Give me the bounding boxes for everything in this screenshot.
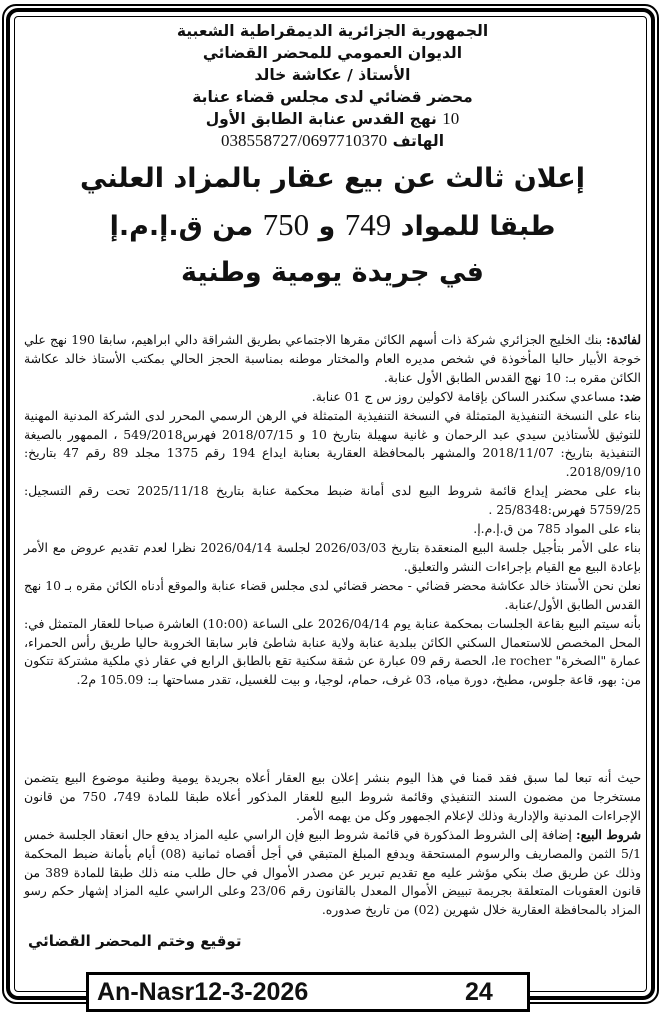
beneficiary-paragraph (24, 331, 641, 388)
footer-page-number: 24 (465, 977, 493, 1006)
headline-article-a: 749 (344, 207, 392, 242)
phone-numbers: 038558727/0697710370 (220, 131, 388, 150)
conditions-paragraph (24, 826, 641, 921)
basis-paragraph-4: بناء على الأمر بتأجيل جلسة البيع المنعقدة بتاريخ 2026/03/03 لجلسة 2026/04/14 نظرا لعدم تقديم عروض مع الأمر بإعادة البيع مع القيام بإجراءات النشر والتعليق. (24, 539, 642, 574)
publication-note-paragraph: حيث أنه تبعا لما سبق فقد قمنا في هذا اليوم بنشر إعلان بيع العقار أعلاه بجريدة يومية وطنية موضوع البيع يتضمن مستخرجا من مضمون السند التنفيذي وقائمة شروط البيع للعقار المذكور أعلاه طبقا للمادة 749، 750 من قانون الإجراءات المدنية والإدارية وذلك لإعلام الجمهور وكل من يهمه الأمر. (24, 770, 641, 823)
beneficiary-text: بنك الخليج الجزائري شركة ذات أسهم الكائن مقرها الاجتماعي بطريق الشراقة دالي ابراهيم، سابقا 190 نهج علي خوجة الأبيار حاليا المأخوذة في شخص مديره العام والمختار موطنه بمناسبة الحجز الحالي بمكتب الأستاذ خالد عكاشة الكائن مقره بـ: 10 نهج القدس الطابق الأول عنابة. (24, 332, 641, 385)
against-text: مساعدي سكندر الساكن بإقامة لاكولين روز س ج 01 عنابة. (311, 388, 616, 404)
header-phone (22, 130, 643, 152)
beneficiary-label: لفائدة: (606, 332, 641, 347)
address-text: نهج القدس عنابة الطابق الأول (205, 110, 437, 128)
header-country: الجمهورية الجزائرية الديمقراطية الشعبية (176, 22, 489, 40)
notice-body-part2 (24, 769, 641, 920)
phone-label: الهاتف (392, 132, 445, 150)
notice-body-part1 (24, 331, 641, 690)
header-court: محضر قضائي لدى مجلس قضاء عنابة (192, 88, 473, 106)
headline-title: إعلان ثالث عن بيع عقار بالمزاد العلني (80, 163, 585, 194)
headline-articles-prefix: طبقا للمواد (400, 211, 556, 242)
headline (22, 156, 643, 296)
basis-paragraph-3: بناء على المواد 785 من ق.إ.م.إ. (473, 521, 641, 537)
address-number: 10 (442, 109, 460, 128)
headline-articles-suffix: من ق.إ.م.إ (109, 211, 254, 242)
against-label: ضد: (619, 388, 641, 404)
notice-header (22, 20, 643, 296)
header-bailiff-name: الأستاذ / عكاشة خالد (254, 66, 411, 84)
footer-publication: An-Nasr12-3-2026 (97, 977, 309, 1006)
headline-articles (22, 202, 643, 250)
announcement-paragraph: نعلن نحن الأستاذ خالد عكاشة محضر قضائي - محضر قضائي لدى مجلس قضاء عنابة والموقع أدناه الكائن مقره بـ 10 نهج القدس الطابق الأول/عنابة. (24, 577, 641, 612)
signature-line: توقيع وختم المحضر القضائي (28, 932, 242, 950)
basis-paragraph-1: بناء على النسخة التنفيذية المتمثلة في النسخة التنفيذية المتمثلة في الرهن الرسمي المحرر لدى الشركة المدنية المهنية للتوثيق للأستاذين سيدي عبد الرحمان و غانية سهيلة بتاريخ 10 و 2018/07/15 فهرس549/2018 ، الممهور بالصيغة التنفيذية بتاريخ: 2018/11/07 والمشهر بالمحافظة العقارية بعنابة ايداع 194 رقم 1375 مجلد 89 رقم 47 بتاريخ: 2018/09/10. (24, 407, 642, 480)
conditions-label: شروط البيع: (576, 826, 641, 842)
footer-publication-box (86, 972, 530, 1012)
against-paragraph (24, 388, 641, 407)
sale-details-paragraph: بأنه سيتم البيع بقاعة الجلسات بمحكمة عنابة يوم 2026/04/14 على الساعة (10:00) العاشرة صباحا للعقار المتمثل في: المحل المخصص للاستعمال السكني الكائن ببلدية عنابة ولاية عنابة شاطئ فابر سابقا الخروبة حاليا طريق رأس الحمراء، عمارة "الصخرة" le rocher، الحصة رقم 09 عبارة عن شقة سكنية تقع بالطابق الرابع في عقار ذي ملكية مشتركة تتكون من: بهو، قاعة جلوس، مطبخ، دورة مياه، 03 غرف، حمام، لوجيا، و بيت للغسيل، تقدر مساحتها بـ: 105.09 م2. (24, 615, 642, 688)
header-address (22, 108, 643, 130)
headline-newspaper: في جريدة يومية وطنية (181, 257, 484, 288)
conditions-text: إضافة إلى الشروط المذكورة في قائمة شروط البيع فإن الراسي عليه المزاد يدفع حال انعقاد الجلسة خمس 5/1 الثمن والمصاريف والرسوم المستحقة ويدفع المبلغ المتبقي في أجل أقصاه ثمانية (08) أيام بأمانة ضبط المحكمة وذلك عن طريق صك بنكي مؤشر عليه مع تقديم تبرير عن مصدر الأموال في حال طلب منه ذلك طبقا للمادة 389 من قانون العقوبات المتعلقة بجريمة تبييض الأموال المعدل بالقانون رقم 23/06 وعلى الراسي عليه المزاد إشهار حكم رسو المزاد بالمحافظة العقارية خلال شهرين (02) من تاريخ صدوره. (24, 826, 642, 918)
headline-article-b: 750 (262, 207, 310, 242)
basis-paragraph-2: بناء على محضر إيداع قائمة شروط البيع لدى أمانة ضبط محكمة عنابة بتاريخ 2025/11/18 تحت رقم التسجيل: 5759/25 فهرس:25/8348 . (24, 483, 641, 518)
headline-conjunction: و (318, 211, 336, 242)
header-office: الديوان العمومي للمحضر القضائي (202, 44, 463, 62)
